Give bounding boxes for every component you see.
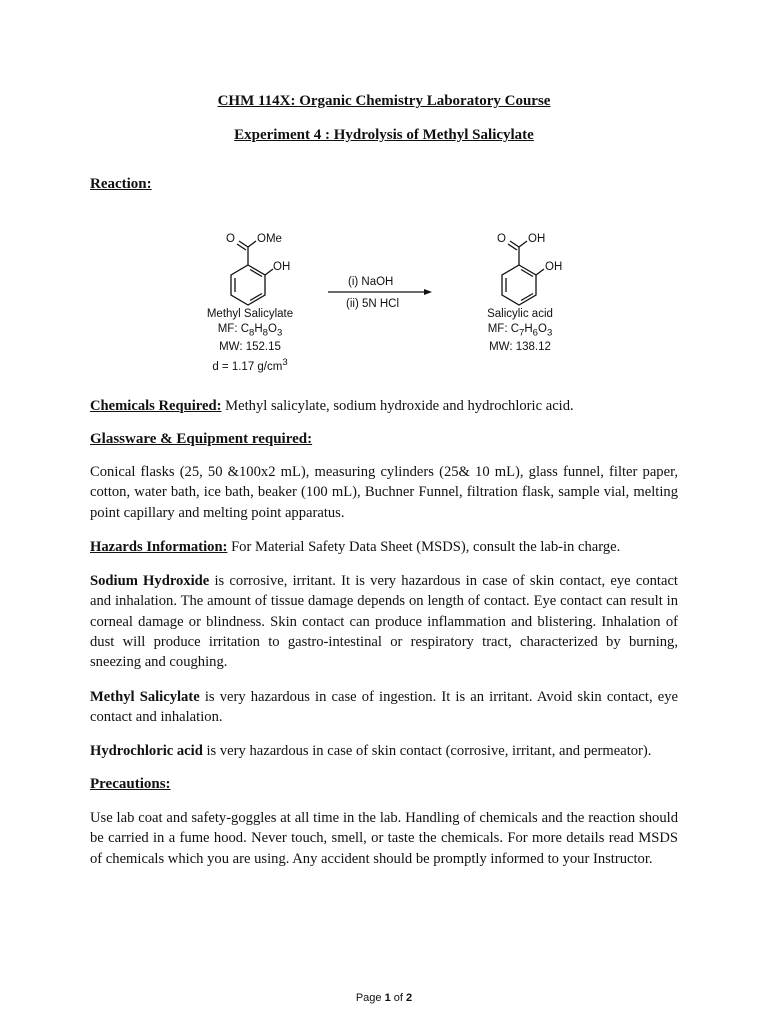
- product-acid-o: O: [497, 233, 506, 245]
- reactant-mw: MW: 152.15: [219, 341, 281, 354]
- reactant-name: Methyl Salicylate: [206, 308, 294, 320]
- current-page: 1: [384, 992, 391, 1004]
- product-oh-label: OH: [528, 233, 546, 245]
- reactant-density: d = 1.17 $g/cm^3$: [212, 357, 288, 374]
- reaction-arrowhead: [424, 289, 432, 295]
- reaction-scheme: [0, 225, 768, 385]
- hazards-info: [90, 537, 678, 557]
- reaction-heading: Reaction:: [90, 176, 152, 192]
- chemicals-text: Methyl salicylate, sodium hydroxide and hydrochloric acid.: [221, 398, 574, 414]
- chemicals-required: [90, 396, 678, 416]
- glassware-heading: Glassware & Equipment required:: [90, 431, 313, 447]
- condition-step2: (ii) 5N HCl: [346, 298, 400, 310]
- glassware-text: Conical flasks (25, 50 &100x2 mL), measuring cylinders (25& 10 mL), glass funnel, filter paper, cotton, water bath, ice bath, beaker (100 mL), Buchner Funnel, filtration flask, sample vial, melting point capillary and melting point apparatus.: [90, 464, 678, 521]
- reactant-formula: MF: $C_8H_8O_3$: [217, 323, 283, 339]
- naoh-hazard: [90, 571, 678, 672]
- methyl-salicylate-structure: [231, 241, 273, 305]
- product-info: [460, 307, 580, 355]
- hazards-label: Hazards Information:: [90, 539, 228, 555]
- reactant-info: [190, 307, 310, 375]
- course-title: CHM 114X: Organic Chemistry Laboratory Course: [217, 93, 551, 109]
- hazards-text: For Material Safety Data Sheet (MSDS), consult the lab-in charge.: [227, 539, 621, 555]
- product-formula: MF: $C_7H_6O_3$: [487, 323, 553, 339]
- experiment-title: Experiment 4 : Hydrolysis of Methyl Salicylate: [234, 127, 534, 143]
- ms-name: Methyl Salicylate: [90, 689, 200, 705]
- hcl-text: is very hazardous in case of skin contact (corrosive, irritant, and permeator).: [202, 743, 652, 759]
- reactant-hydroxyl-label: OH: [273, 261, 291, 273]
- product-hydroxyl-label: OH: [545, 261, 563, 273]
- condition-step1: (i) NaOH: [348, 276, 394, 288]
- ms-text: is very hazardous in case of ingestion. It is an irritant. Avoid skin contact, eye contact and inhalation.: [90, 689, 678, 726]
- hcl-hazard: [90, 741, 678, 761]
- product-name: Salicylic acid: [487, 308, 553, 320]
- salicylic-acid-structure: [502, 241, 544, 305]
- product-mw: MW: 138.12: [489, 341, 551, 354]
- precautions-text: Use lab coat and safety-goggles at all time in the lab. Handling of chemicals and the reaction should be carried in a fume hood. Never touch, smell, or taste the chemicals. For more details read MSDS of chemicals which you are using. Any accident should be promptly informed to your Instructor.: [90, 810, 678, 867]
- naoh-name: Sodium Hydroxide: [90, 573, 210, 589]
- hcl-name: Hydrochloric acid: [90, 743, 203, 759]
- total-pages: 2: [406, 992, 413, 1004]
- naoh-text: is corrosive, irritant. It is very hazardous in case of skin contact, eye contact and inhalation. The amount of tissue damage depends on length of contact. Eye contact can result in corneal damage or blindness. Skin contact can produce inflammation and blistering. Inhalation of dust will produce irritation to gastro-intestinal or respiratory tract, characterized by burning, sneezing and coughing.: [90, 573, 678, 671]
- precautions-heading: Precautions:: [90, 776, 171, 792]
- reactant-ester-o: O: [226, 233, 235, 245]
- methyl-salicylate-hazard: [90, 687, 678, 728]
- reactant-ome-label: OMe: [257, 233, 282, 245]
- page-footer: Page 1 of 2: [355, 992, 413, 1004]
- chemicals-label: Chemicals Required:: [90, 398, 222, 414]
